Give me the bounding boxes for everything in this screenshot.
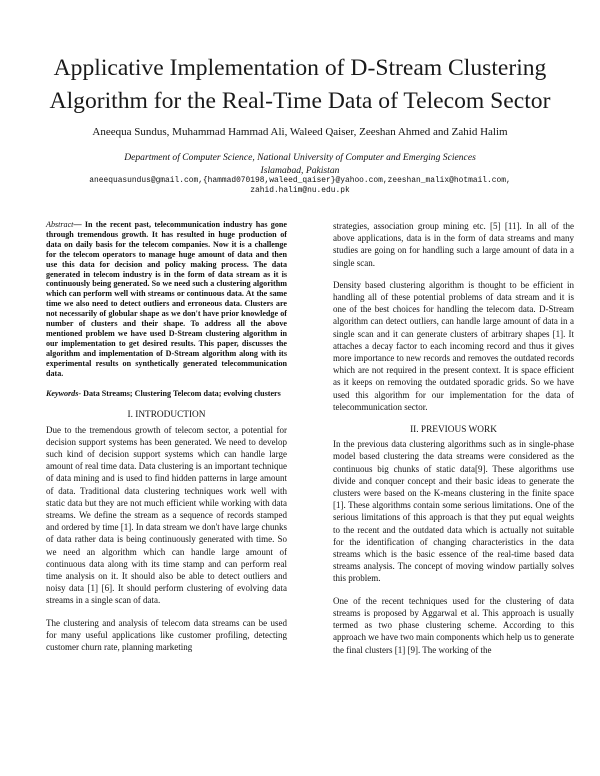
right-column (333, 220, 574, 656)
section-heading-previous-work: II. PREVIOUS WORK (410, 425, 497, 436)
abstract-text: — In the recent past, telecommunication industry has gone through tremendous growth. It has resulted in huge production of data on daily basis for the telecom companies. Now it is a challenge for the telecom operators to manage huge amount of data and then use this data for decision and policy making process. The data generated in telecom industry is in the form of data stream as it is continuously being generated. So we need such a clustering algorithm which can perform well with streams or continuous data. At the same time we also need to detect outliers and erroneous data. Clusters are not necessarily of globular shape as we don't have prior knowledge of number of clusters and their shape. To address all the above mentioned problem we have used D-Stream clustering algorithm in our implementation to get desired results. This paper, discusses the algorithm and implementation of D-Stream algorithm along with its experimental results on synthetically generated telecommunication data. (46, 220, 287, 378)
section-heading-introduction: I. INTRODUCTION (127, 410, 206, 421)
affiliation-department: Department of Computer Science, National University of Computer and Emerging Sciences (124, 152, 476, 163)
email-line-2: zahid.halim@nu.edu.pk (250, 185, 350, 195)
previous-work-paragraph-2: One of the recent techniques used for the clustering of data streams is proposed by Aggarwal et al. This approach is usually termed as two phase clustering scheme. According to this approach we have two main components which help us to generate the final clusters [1] [9]. The working of the (333, 595, 574, 655)
keywords (46, 389, 287, 399)
author-emails (8, 176, 592, 195)
keywords-text: Data Streams; Clustering Telecom data; evolving clusters (81, 388, 281, 398)
keywords-label: Keywords- (46, 388, 82, 398)
left-column (46, 220, 287, 653)
abstract (46, 220, 287, 379)
abstract-label: Abstract (46, 220, 74, 229)
email-line-1: aneequasundus@gmail.com,{hammad070198,waleed_qaiser}@yahoo.com,zeeshan_malix@hotmail.com, (89, 176, 511, 185)
intro-paragraph-2: The clustering and analysis of telecom data streams can be used for many useful applications like customer profiling, detecting customer churn rate, planning marketing (46, 617, 287, 653)
intro-paragraph-continued: strategies, association group mining etc. [5] [11]. In all of the above applications, data is in the form of data streams and many studies are going on for handling such a large amount of data in a single scan. (333, 221, 574, 268)
affiliation (10, 151, 590, 177)
density-paragraph: Density based clustering algorithm is thought to be efficient in handling all of these potential problems of data stream and it is one of the best choices for handling the telecom data. D-Stream algorithm can detect outliers, can handle large amount of data in a single scan and it can generate clusters of arbitrary shapes [1]. It attaches a decay factor to each incoming record and thus it gives more importance to new records and removes the outdated records which are not required in the present context. It is space efficient as it keeps on removing the outdated sporadic grids. So we have used this algorithm for our implementation for the data of telecommunication sector. (333, 279, 574, 412)
previous-work-paragraph-1: In the previous data clustering algorithms such as in single-phase model based clustering the data streams were considered as the continuous big chunks of static data[9]. These algorithms use divide and conquer concept and their basic ideas to generate the clusters were based on the K-means clustering in the finite space [1]. These algorithms contain some serious limitations. One of the serious limitations of this approach is that they put equal weights to the recent and the outdated data which is actually not suitable for the identification of changing characteristics in the data streams which is the basic essence of the real-time based data streams analysis. The concept of moving window partially solves this problem. (333, 439, 574, 584)
author-list: Aneequa Sundus, Muhammad Hammad Ali, Waleed Qaiser, Zeeshan Ahmed and Zahid Halim (92, 126, 508, 138)
intro-paragraph-1: Due to the tremendous growth of telecom sector, a potential for decision support systems has been generated. We need to develop such kind of decision support systems which can handle large amount of real time data. Data clustering is an important technique of data mining and is used to find hidden patterns in large amount of data. Traditional data clustering techniques work well with static data but they are not much efficient while working with data streams. We define the stream as a sequence of records stamped and ordered by time [1]. In data stream we don't have large chunks of data rather data is being continuously generated with time. So we need an algorithm which can handle large amount of continuous data along with its time stamp and can perform real time analysis on it. It should also be able to detect outliers and noisy data [1] [6]. It should perform clustering of evolving data streams in a single scan of data. (46, 424, 287, 606)
paper-title: Applicative Implementation of D-Stream Clustering Algorithm for the Real-Time Data of Telecom Sector (49, 55, 551, 114)
affiliation-location: Islamabad, Pakistan (260, 165, 340, 176)
